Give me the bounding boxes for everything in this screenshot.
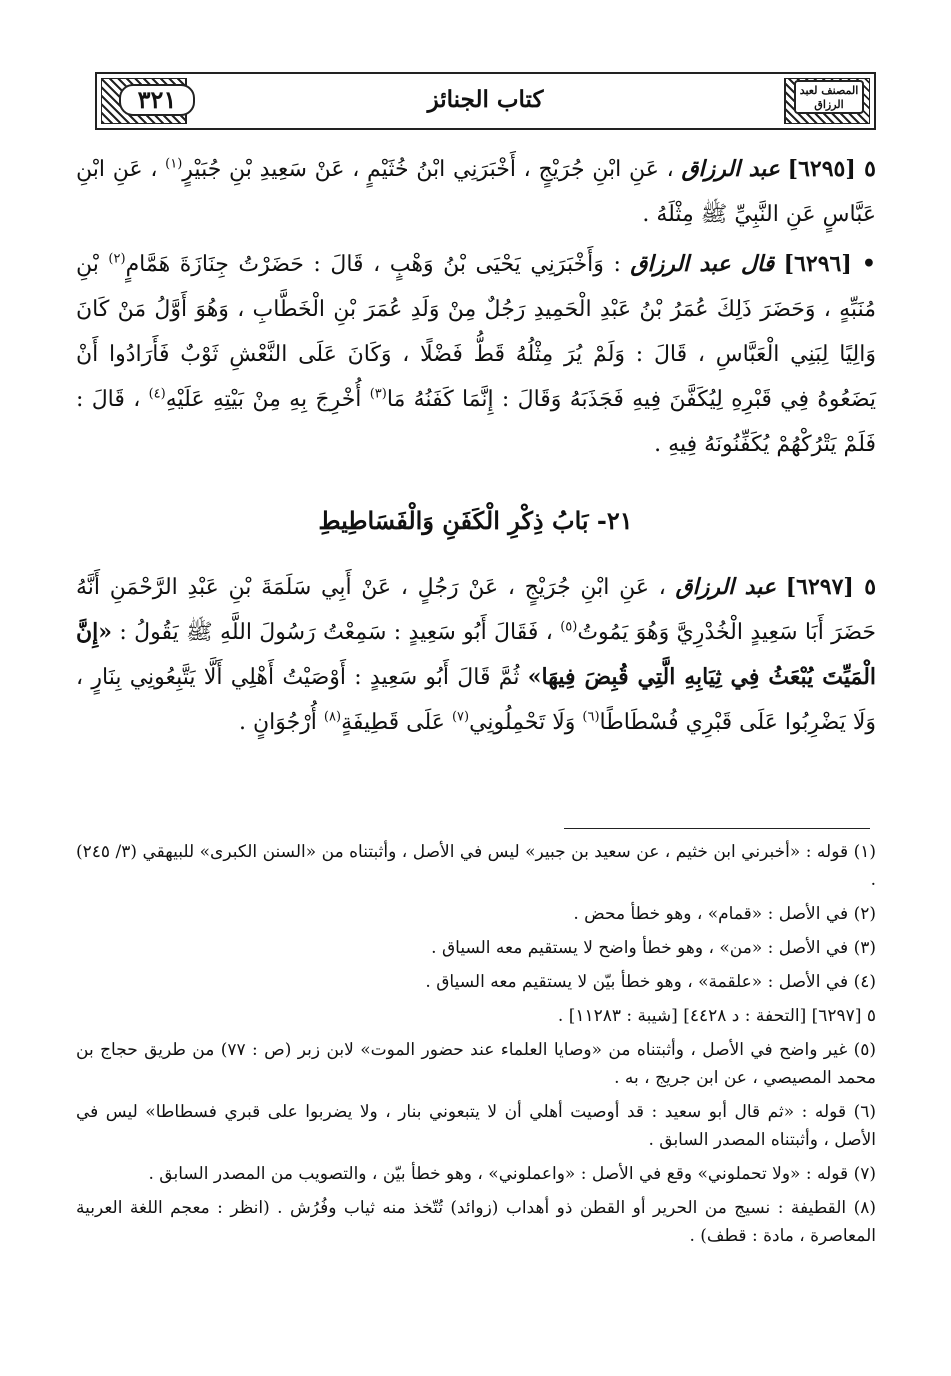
page-header [95, 72, 876, 130]
footnote-ref: (٣) [369, 386, 387, 402]
hadith-text: أُرْجُوَانٍ . [238, 710, 317, 735]
hadith-text: عَلَى قَطِيفَةٍ [341, 710, 445, 735]
footnote-ref: (١) [165, 156, 183, 172]
footnote-ref: (٨) [323, 709, 342, 725]
prophetic-quote: «إِنَّ الْمَيِّتَ يُبْعَثُ فِي ثِيَابِهِ الَّتِي قُبِضَ فِيهَا» [76, 619, 877, 690]
narrator-name: عبد الرزاق [675, 574, 776, 600]
footnote: (٢) في الأصل : «قمام» ، وهو خطأ محض . [573, 904, 876, 924]
footnote-ref: (٥) [560, 619, 578, 635]
narrator-name: عبد الرزاق [681, 156, 780, 182]
footnote-ref: (٢) [108, 251, 126, 267]
footnote-ref: (٤) [148, 386, 166, 402]
footnotes [76, 838, 876, 1256]
chapter-heading: ٢١- بَابُ ذِكْرِ الْكَفَنِ وَالْفَسَاطِيطِ [318, 506, 633, 535]
hadith-6297 [76, 565, 876, 745]
hadith-6296 [76, 242, 876, 467]
hadith-text: ، فَقَالَ أَبُو سَعِيدٍ : سَمِعْتُ رَسُولَ اللَّهِ ﷺ يَقُولُ : [119, 620, 553, 645]
hadith-text: ، عَنِ ابْنِ عَبَّاسٍ عَنِ النَّبِيِّ ﷺ مِثْلَهُ . [76, 157, 876, 227]
footnote-divider [564, 828, 870, 829]
footnote: (٥) غير واضح في الأصل ، وأثبتناه من «وصايا العلماء عند حضور الموت» لابن زبر (ص : ٧٧) من طريق حجاج بن محمد المصيصي ، عن ابن جريج ، به . [76, 1040, 877, 1088]
footnote-ref: (٦) [582, 709, 600, 725]
footnote: (٨) القطيفة : نسيج من الحرير أو القطن ذو أهداب (زوائد) تُتّخذ منه ثياب وفُرُش . (انظر : معجم اللغة العربية المعاصرة ، مادة : قطف) . [76, 1198, 876, 1246]
narrator-name: قال عبد الرزاق [630, 251, 775, 277]
series-logo: المصنف لعبد الرزاق [794, 80, 864, 114]
footnote: (٦) قوله : «ثم قال أبو سعيد : قد أوصيت أهلي أن لا يتبعوني بنار ، ولا يضربوا على قبري فسطاطا» ليس في الأصل ، وأثبتناه المصدر السابق . [76, 1102, 876, 1150]
hadith-number: • [٦٢٩٦] [783, 251, 876, 277]
page-number: ٣٢١ [119, 84, 195, 116]
hadith-text: ، عَنِ ابْنِ جُرَيْجٍ ، عَنْ رَجُلٍ ، عَنْ أَبِي سَلَمَةَ بْنِ عَبْدِ الرَّحْمَنِ أَنَّهُ حَضَرَ أَبَا سَعِيدٍ الْخُدْرِيَّ وَهُوَ يَمُوتُ [76, 575, 877, 645]
hadith-text: وَلَا تَحْمِلُونِي [469, 710, 576, 735]
hadith-text: ، قَالَ : فَلَمْ يَتْرُكْهُمْ يُكَفِّنُونَهُ فِيهِ . [76, 387, 876, 457]
footnote: (٣) في الأصل : «من» ، وهو خطأ واضح لا يستقيم معه السياق . [431, 938, 876, 958]
header-title-panel [185, 78, 786, 124]
footnote: (١) قوله : «أخبرني ابن خثيم ، عن سعيد بن جبير» ليس في الأصل ، وأثبتناه من «السنن الكبرى» للبيهقي (٣/ ٢٤٥) . [76, 842, 876, 890]
hadith-text: بْنِ مُنَبِّهٍ ، وَحَضَرَ ذَلِكَ عُمَرُ بْنُ عَبْدِ الْحَمِيدِ رَجُلٌ مِنْ وَلَدِ عُمَرَ بْنِ الْخَطَّابِ ، وَهُوَ أَوَّلُ مَنْ كَانَ وَالِيًا لِبَنِي الْعَبَّاسِ ، قَالَ : وَلَمْ يُرَ مِثْلُهُ قَطُّ فَضْلًا ، وَكَانَ عَلَى النَّعْشِ ثَوْبٌ فَأَرَادُوا أَنْ يَضَعُوهُ فِي قَبْرِهِ لِيُكَفَّنَ فِيهِ فَجَذَبَهُ وَقَالَ : إِنَّمَا كَفَنُهُ مَا [76, 252, 877, 412]
hadith-text: ، عَنِ ابْنِ جُرَيْجٍ ، أَخْبَرَنِي ابْنُ خُثَيْمٍ ، عَنْ سَعِيدِ بْنِ جُبَيْرٍ [182, 157, 674, 182]
hadith-number: ٥ [٦٢٩٧] [785, 574, 877, 600]
hadith-text: : وَأَخْبَرَنِي يَحْيَى بْنُ وَهْبٍ ، قَالَ : حَضَرْتُ جِنَازَةَ هَمَّامٍ [125, 252, 621, 277]
hadith-text: ثُمَّ قَالَ أَبُو سَعِيدٍ : أَوْصَيْتُ أَهْلِي أَلَّا يَتَّبِعُونِي بِنَارٍ ، وَلَا يَضْرِبُوا عَلَى قَبْرِي فُسْطَاطًا [76, 665, 876, 735]
hadith-6295 [76, 147, 876, 237]
hadith-text: أُخْرِجَ بِهِ مِنْ بَيْتِهِ عَلَيْهِ [165, 387, 362, 412]
running-title: كتاب الجنائز [427, 86, 544, 113]
footnote-ref: (٧) [451, 709, 470, 725]
hadith-number: ٥ [٦٢٩٥] [787, 156, 876, 182]
source-reference: ٥ [٦٢٩٧] [التحفة : د ٤٤٢٨] [شيبة : ١١٢٨٣] . [557, 1006, 876, 1026]
footnote: (٧) قوله : «ولا تحملوني» وقع في الأصل : «واعملوني» ، وهو خطأ بيّن ، والتصويب من المصدر السابق . [148, 1164, 876, 1184]
footnote: (٤) في الأصل : «علقمة» ، وهو خطأ بيّن لا يستقيم معه السياق . [425, 972, 876, 992]
